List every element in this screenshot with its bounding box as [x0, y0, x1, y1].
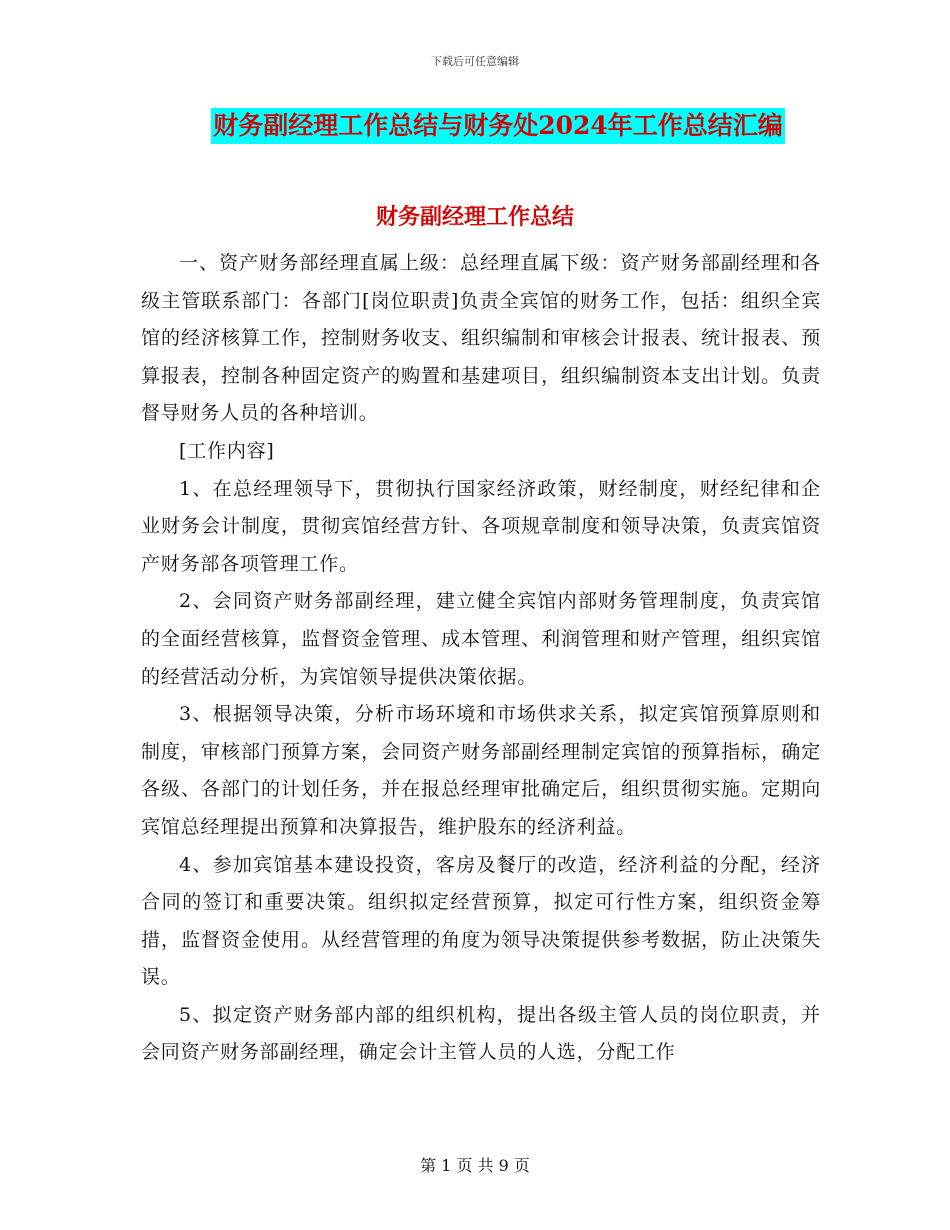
section-title: 财务副经理工作总结 — [375, 204, 574, 230]
paragraph: 1、在总经理领导下，贯彻执行国家经济政策，财经制度，财经纪律和企业财务会计制度，贯彻宾馆经营方针、各项规章制度和领导决策，负责宾馆资产财务部各项管理工作。 — [141, 477, 821, 575]
paragraph: [工作内容] — [179, 439, 275, 462]
paragraph: 5、拟定资产财务部内部的组织机构，提出各级主管人员的岗位职责，并会同资产财务部副经理，确定会计主管人员的人选，分配工作 — [141, 1003, 821, 1064]
paragraph: 2、会同资产财务部副经理，建立健全宾馆内部财务管理制度，负责宾馆的全面经营核算，监督资金管理、成本管理、利润管理和财产管理，组织宾馆的经营活动分析，为宾馆领导提供决策依据。 — [141, 590, 821, 688]
header-note: 下载后可任意编辑 — [431, 55, 519, 68]
main-title-container — [0, 108, 950, 144]
paragraph: 一、资产财务部经理直属上级：总经理直属下级：资产财务部副经理和各级主管联系部门：各部门[岗位职责]负责全宾馆的财务工作，包括：组织全宾馆的经济核算工作，控制财务收支、组织编制和审核会计报表、统计报表、预算报表，控制各种固定资产的购置和基建项目，组织编制资本支出计划。负责督导财务人员的各种培训。 — [141, 252, 821, 425]
page-footer: 第 1 页 共 9 页 — [420, 1156, 530, 1175]
body-text — [141, 245, 821, 1072]
main-title: 财务副经理工作总结与财务处2024年工作总结汇编 — [211, 108, 785, 144]
paragraph: 4、参加宾馆基本建设投资，客房及餐厅的改造，经济利益的分配，经济合同的签订和重要决策。组织拟定经营预算，拟定可行性方案，组织资金筹措，监督资金使用。从经营管理的角度为领导决策提供参考数据，防止决策失误。 — [141, 853, 821, 989]
paragraph: 3、根据领导决策，分析市场环境和市场供求关系，拟定宾馆预算原则和制度，审核部门预算方案，会同资产财务部副经理制定宾馆的预算指标，确定各级、各部门的计划任务，并在报总经理审批确定后，组织贯彻实施。定期向宾馆总经理提出预算和决算报告，维护股东的经济利益。 — [141, 703, 821, 838]
